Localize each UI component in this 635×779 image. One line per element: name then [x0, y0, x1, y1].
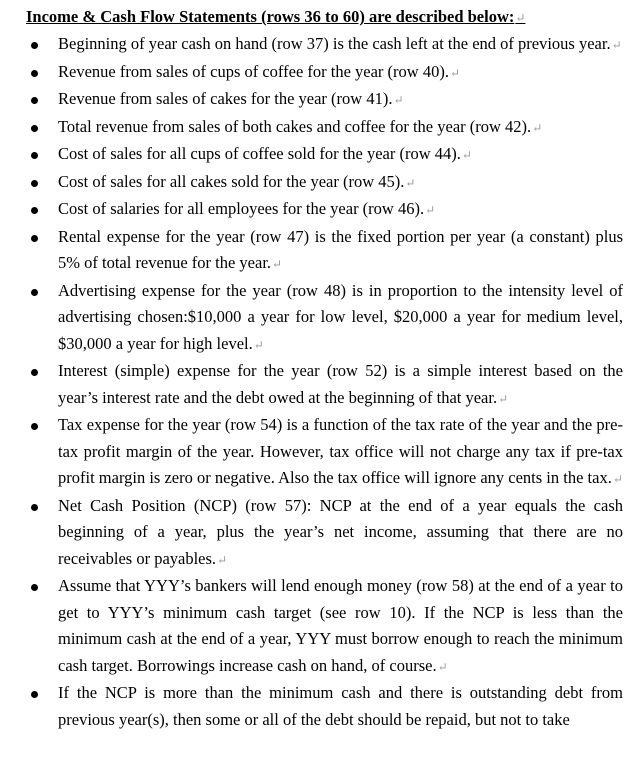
bullet-dot-icon	[31, 235, 38, 242]
list-item	[26, 114, 625, 142]
bullet-dot-icon	[31, 70, 38, 77]
list-item-text: Revenue from sales of cakes for the year (row 41).	[58, 89, 393, 108]
list-item-text: Beginning of year cash on hand (row 37) is the cash left at the end of previous year.	[58, 34, 611, 53]
list-item-text: Cost of sales for all cakes sold for the year (row 45).	[58, 171, 405, 191]
list-item-text: If the NCP is more than the minimum cash and there is outstanding debt from previous year(s), then some or all of the debt should be repaid, but not to take	[58, 683, 623, 729]
bullet-dot-icon	[31, 423, 38, 430]
bullet-dot-icon	[31, 152, 38, 159]
paragraph-mark: ↵	[532, 120, 543, 135]
paragraph-mark: ↵	[253, 337, 264, 352]
paragraph-mark: ↵	[405, 175, 416, 190]
bullet-dot-icon	[31, 207, 38, 214]
paragraph-mark: ↵	[449, 65, 461, 80]
paragraph-mark: ↵	[217, 552, 228, 567]
list-item-text: Cost of salaries for all employees for the year (row 46).	[58, 199, 425, 218]
list-item-text: Assume that YYY’s bankers will lend enough money (row 58) at the end of a year to get to YYY’s minimum cash target (see row 10). If the NCP is less than the minimum cash at the end of a year, YYY must borrow enough to reach the minimum cash target. Borrowings increase cash on hand, of course.	[58, 576, 623, 675]
list-item	[26, 493, 625, 574]
list-item-text: Revenue from sales of cups of coffee for the year (row 40).	[58, 61, 449, 81]
list-item	[26, 278, 625, 359]
bullet-list	[26, 31, 625, 733]
list-item	[26, 169, 625, 197]
paragraph-mark: ↵	[272, 257, 283, 271]
list-item-text: Interest (simple) expense for the year (row 52) is a simple interest based on the year’s interest rate and the debt owed at the beginning of that year.	[58, 361, 623, 407]
bullet-dot-icon	[31, 125, 38, 132]
list-item	[26, 86, 625, 114]
list-item	[26, 141, 625, 169]
paragraph-mark: ↵	[612, 472, 623, 486]
paragraph-mark: ↵	[461, 148, 472, 162]
list-item	[26, 31, 625, 59]
bullet-dot-icon	[31, 97, 38, 104]
bullet-dot-icon	[31, 504, 38, 511]
list-item-text: Rental expense for the year (row 47) is the fixed portion per year (a constant) plus 5% of total revenue for the year.	[58, 226, 623, 272]
list-item	[26, 412, 625, 493]
paragraph-mark: ↵	[425, 203, 436, 217]
bullet-dot-icon	[31, 369, 38, 376]
paragraph-mark: ↵	[611, 38, 622, 52]
list-item-text: Cost of sales for all cups of coffee sold for the year (row 44).	[58, 144, 461, 163]
bullet-dot-icon	[31, 42, 38, 49]
list-item	[26, 680, 625, 733]
list-item	[26, 224, 625, 278]
list-item	[26, 358, 625, 412]
paragraph-mark: ↵	[515, 11, 526, 25]
list-item	[26, 573, 625, 680]
bullet-dot-icon	[31, 691, 38, 698]
section-heading	[26, 4, 625, 31]
paragraph-mark: ↵	[437, 659, 448, 674]
section-heading-text: Income & Cash Flow Statements (rows 36 to 60) are described below:	[26, 7, 515, 26]
list-item-text: Advertising expense for the year (row 48) is in proportion to the intensity level of advertising chosen:$10,000 a year for low level, $20,000 a year for medium level, $30,000 a year for high level.	[58, 280, 623, 353]
list-item	[26, 196, 625, 224]
list-item-text: Total revenue from sales of both cakes and coffee for the year (row 42).	[58, 116, 532, 136]
bullet-dot-icon	[31, 289, 38, 296]
bullet-dot-icon	[31, 180, 38, 187]
paragraph-mark: ↵	[393, 93, 404, 107]
bullet-dot-icon	[31, 584, 38, 591]
paragraph-mark: ↵	[498, 391, 509, 406]
list-item-text: Net Cash Position (NCP) (row 57): NCP at the end of a year equals the cash beginning of a year, plus the year’s net income, assuming that there are no receivables or payables.	[58, 495, 623, 568]
list-item	[26, 59, 625, 87]
list-item-text: Tax expense for the year (row 54) is a function of the tax rate of the year and the pre-tax profit margin of the year. However, tax office will not charge any tax if pre-tax profit margin is zero or negative. Also the tax office will ignore any cents in the tax.	[58, 415, 623, 487]
